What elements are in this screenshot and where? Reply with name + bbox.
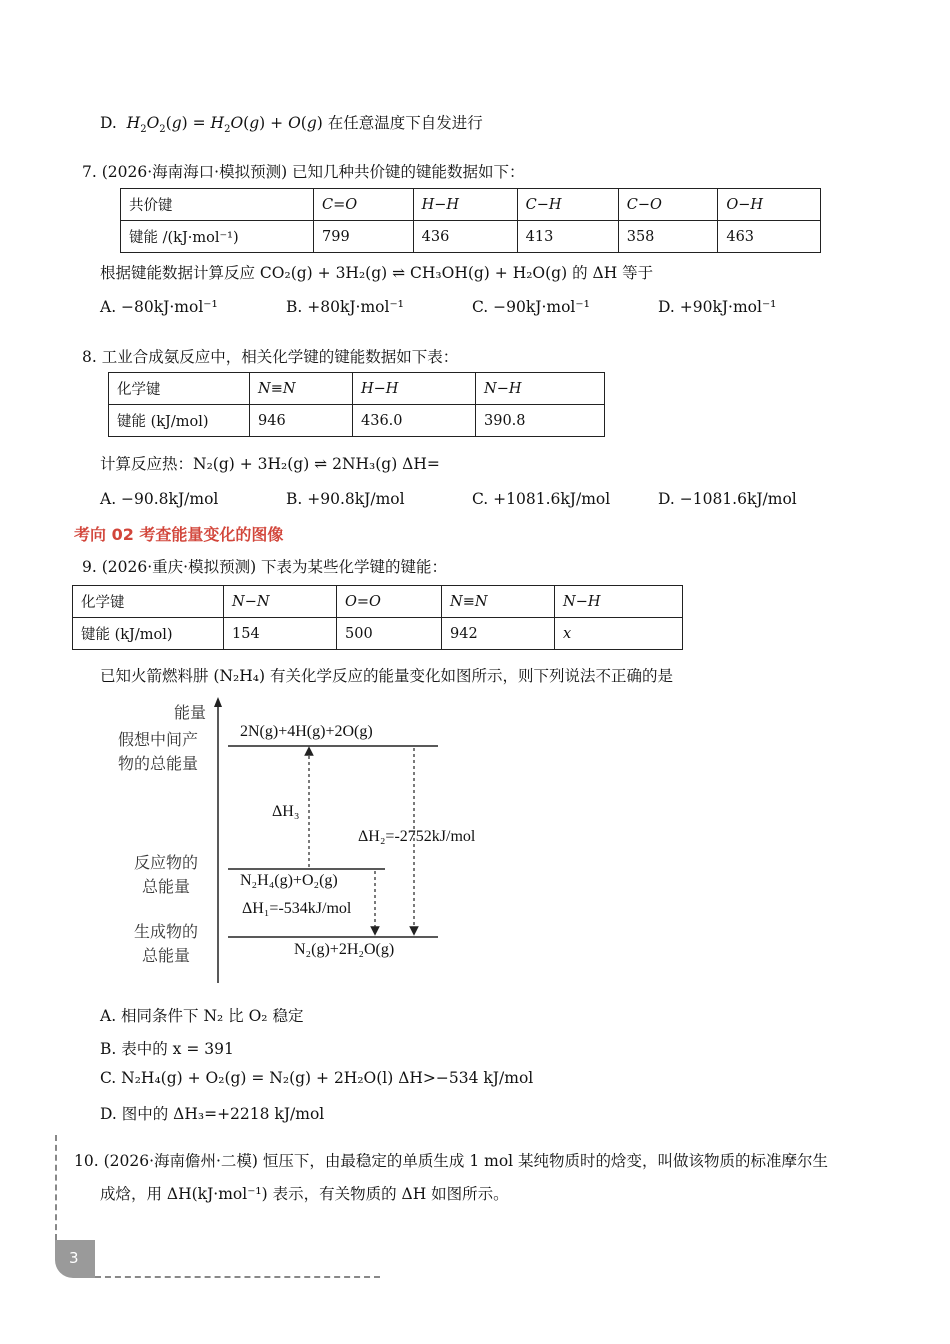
table-cell: 358 (618, 221, 718, 253)
table-row (121, 221, 821, 253)
page-number-tab (55, 1240, 95, 1278)
table-cell: H−H (413, 189, 517, 221)
q9-option-d: D. 图中的 ΔH₃=+2218 kJ/mol (100, 1105, 325, 1123)
q7-option-c: C. −90kJ·mol⁻¹ (472, 298, 590, 316)
table-cell: 413 (517, 221, 618, 253)
table-cell: C−H (517, 189, 618, 221)
table-row (109, 373, 605, 405)
table-cell: O−H (718, 189, 821, 221)
energy-diagram (110, 695, 510, 990)
q10-line-1: 10. (2026·海南儋州·二模) 恒压下，由最稳定的单质生成 1 mol 某纯物质时的焓变，叫做该物质的标准摩尔生 (74, 1152, 829, 1170)
label-intermediate-2: 物的总能量 (118, 754, 199, 773)
dh2-label: ΔH₂=-2752kJ/mol (358, 828, 476, 845)
q8-option-c: C. +1081.6kJ/mol (472, 490, 611, 508)
q10-line-2: 成焓，用 ΔH(kJ·mol⁻¹) 表示，有关物质的 ΔH 如图所示。 (100, 1185, 509, 1203)
table-cell: 化学键 (73, 586, 224, 618)
q9-bond-table (72, 585, 683, 650)
label-product-1: 生成物的 (134, 922, 199, 941)
q7-option-b: B. +80kJ·mol⁻¹ (286, 298, 404, 316)
q7-bond-table (120, 188, 821, 253)
q7-question: 根据键能数据计算反应 CO₂(g) + 3H₂(g) ⇌ CH₃OH(g) + H₂O(g) 的 ΔH 等于 (100, 264, 654, 282)
footer-dashed-line (95, 1276, 380, 1278)
q7-option-d: D. +90kJ·mol⁻¹ (658, 298, 777, 316)
table-cell: x (555, 618, 683, 650)
table-cell: 946 (250, 405, 353, 437)
q9-option-b: B. 表中的 x = 391 (100, 1040, 234, 1058)
table-row (73, 618, 683, 650)
table-cell: 化学键 (109, 373, 250, 405)
level-bottom-label: N₂(g)+2H₂O(g) (294, 941, 395, 958)
table-cell: O=O (337, 586, 442, 618)
section-heading: 考向 02 考查能量变化的图像 (74, 525, 284, 544)
left-margin-dashed-line (55, 1135, 57, 1240)
q7-stem: 7. (2026·海南海口·模拟预测) 已知几种共价键的键能数据如下： (82, 163, 525, 181)
level-top-label: 2N(g)+4H(g)+2O(g) (240, 723, 373, 740)
level-mid-label: N₂H₄(g)+O₂(g) (240, 872, 338, 889)
table-cell: 键能 (kJ/mol) (73, 618, 224, 650)
q6-option-d-label: D. (100, 114, 127, 132)
table-cell: N≡N (250, 373, 353, 405)
q8-option-d: D. −1081.6kJ/mol (658, 490, 797, 508)
label-reactant-2: 总能量 (142, 877, 191, 896)
energy-axis-arrowhead (214, 697, 222, 707)
q8-stem: 8. 工业合成氨反应中，相关化学键的键能数据如下表： (82, 348, 459, 366)
dh1-label: ΔH₁=-534kJ/mol (242, 900, 352, 917)
q6-option-d (100, 111, 483, 136)
page-number: 3 (69, 1249, 79, 1267)
table-cell: 键能 /(kJ·mol⁻¹) (121, 221, 314, 253)
dh3-label: ΔH₃ (272, 803, 300, 820)
table-cell: 799 (314, 221, 414, 253)
q9-question: 已知火箭燃料肼 (N₂H₄) 有关化学反应的能量变化如图所示，则下列说法不正确的是 (100, 667, 673, 685)
q8-bond-table (108, 372, 605, 437)
table-row (121, 189, 821, 221)
table-cell: H−H (353, 373, 476, 405)
q9-option-a: A. 相同条件下 N₂ 比 O₂ 稳定 (100, 1007, 304, 1025)
table-cell: 942 (442, 618, 555, 650)
q6-option-d-text: $H_2O_2(g) = H_2O(g) + O(g)$ 在任意温度下自发进行 (126, 114, 483, 136)
table-cell: C−O (618, 189, 718, 221)
label-intermediate-1: 假想中间产 (118, 730, 199, 749)
q9-option-c: C. N₂H₄(g) + O₂(g) = N₂(g) + 2H₂O(l) ΔH>−534 kJ/mol (100, 1069, 534, 1087)
q7-option-a: A. −80kJ·mol⁻¹ (100, 298, 218, 316)
table-cell: N≡N (442, 586, 555, 618)
table-cell: N−H (476, 373, 605, 405)
q8-option-b: B. +90.8kJ/mol (286, 490, 405, 508)
label-product-2: 总能量 (142, 946, 191, 965)
table-cell: 键能 (kJ/mol) (109, 405, 250, 437)
table-cell: 500 (337, 618, 442, 650)
q9-stem: 9. (2026·重庆·模拟预测) 下表为某些化学键的键能： (82, 558, 448, 576)
table-cell: C=O (314, 189, 414, 221)
label-reactant-1: 反应物的 (134, 853, 199, 872)
table-row (109, 405, 605, 437)
table-cell: 436.0 (353, 405, 476, 437)
table-cell: N−H (555, 586, 683, 618)
axis-label-energy: 能量 (174, 703, 207, 722)
table-cell: N−N (224, 586, 337, 618)
q8-question: 计算反应热：N₂(g) + 3H₂(g) ⇌ 2NH₃(g) ΔH= (100, 455, 440, 473)
table-row (73, 586, 683, 618)
table-cell: 463 (718, 221, 821, 253)
table-cell: 436 (413, 221, 517, 253)
table-cell: 共价键 (121, 189, 314, 221)
table-cell: 154 (224, 618, 337, 650)
q8-option-a: A. −90.8kJ/mol (100, 490, 219, 508)
table-cell: 390.8 (476, 405, 605, 437)
